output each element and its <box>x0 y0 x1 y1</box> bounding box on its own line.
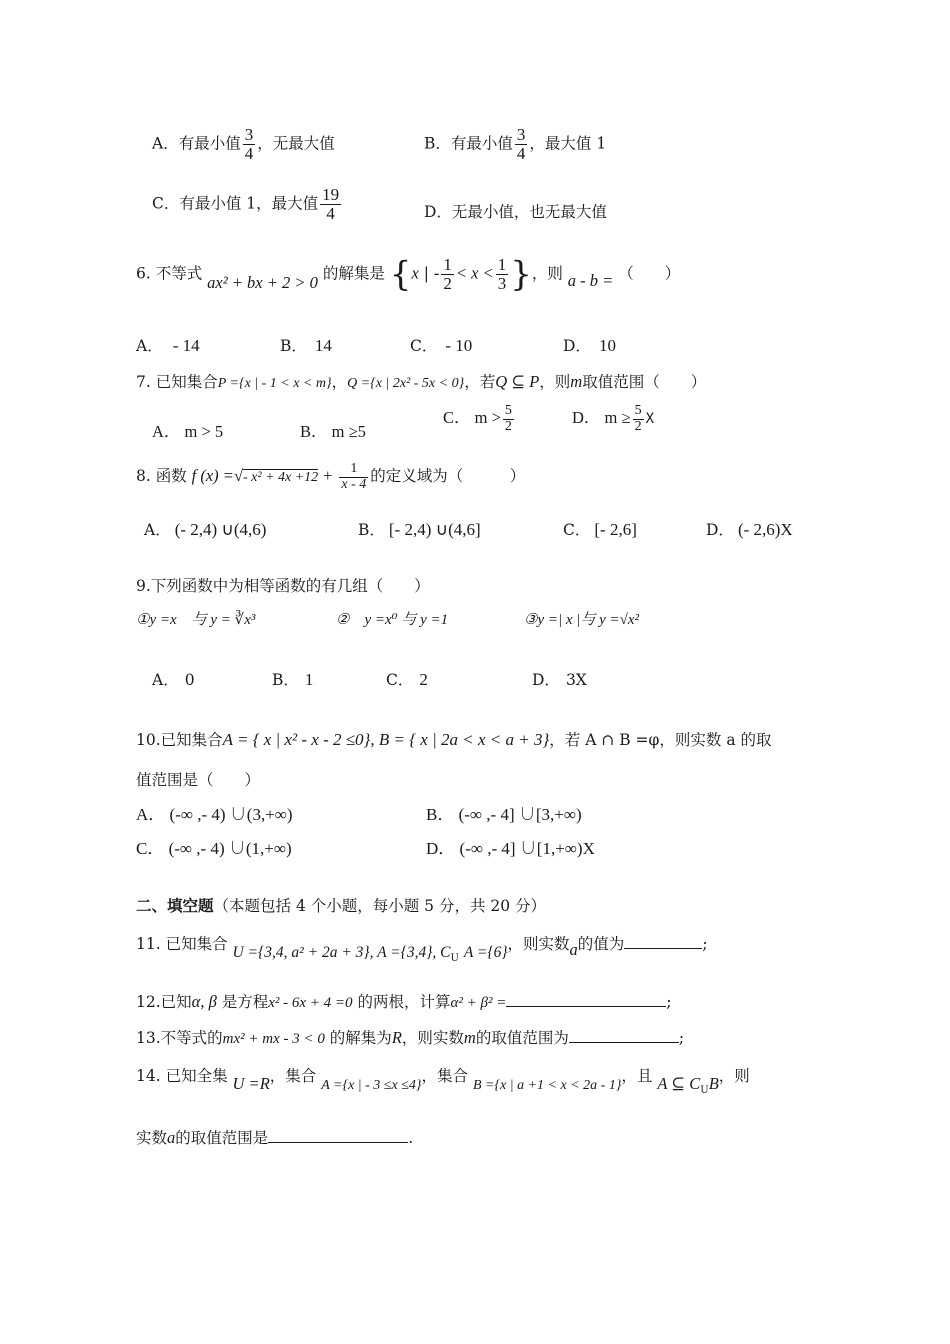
math-expression: A ⊆ C <box>657 1074 701 1093</box>
denominator: 4 <box>516 143 526 163</box>
q9-option-c[interactable] <box>386 668 428 690</box>
math-expression: U =R <box>232 1074 270 1093</box>
q7-option-b[interactable] <box>300 418 366 442</box>
answer-paren: （ ） <box>618 264 681 283</box>
option-value: 3X <box>565 671 587 689</box>
question-text: 12.已知 <box>136 993 192 1011</box>
section-title: 二、填空题 <box>136 896 214 915</box>
option-label: D． <box>532 671 560 689</box>
fraction <box>503 404 514 434</box>
section-note: （本题包括 4 个小题，每小题 5 分，共 20 分） <box>213 897 547 915</box>
option-text: A． m > 5 <box>152 422 224 441</box>
fraction <box>515 126 528 163</box>
math-expression: a <box>167 1128 176 1147</box>
q9-option-a[interactable] <box>152 668 195 690</box>
question-text: ，则 <box>718 1067 750 1085</box>
fraction <box>243 126 256 163</box>
question-text: . <box>408 1129 414 1147</box>
answer-blank[interactable] <box>506 992 666 1007</box>
q11-stem <box>136 932 708 965</box>
question-text: ; <box>678 1029 685 1047</box>
question-text: ，则 <box>539 373 571 391</box>
x-mark: X <box>645 411 654 428</box>
q10-option-b[interactable] <box>426 800 582 825</box>
q8-option-b[interactable] <box>358 518 481 540</box>
q7-option-d[interactable] <box>572 404 654 434</box>
q6-option-a[interactable] <box>136 334 200 356</box>
math-expression: α, β <box>191 992 217 1011</box>
option-value: 10 <box>598 336 616 355</box>
denominator: 4 <box>244 143 254 163</box>
sqrt-symbol: √ <box>233 466 243 486</box>
question-text: 的定义域为（ ） <box>370 467 526 486</box>
question-text: 10.已知集合 <box>136 731 223 749</box>
math-expression: ax² + bx + 2 > 0 <box>207 273 318 293</box>
left-brace: { <box>389 254 412 295</box>
fraction <box>633 404 644 434</box>
option-text: A． (-∞ ,- 4) ∪(3,+∞) <box>136 805 293 824</box>
q7-option-a[interactable] <box>152 418 223 442</box>
q10-option-d[interactable] <box>426 834 595 859</box>
q9-item-3 <box>524 608 639 629</box>
math-expression: m <box>463 1028 476 1047</box>
question-text: 11. 已知集合 <box>136 935 228 953</box>
option-value: 2 <box>419 670 428 689</box>
option-text: ，无最大值 <box>257 134 335 153</box>
q6-option-b[interactable] <box>280 334 332 356</box>
question-text: 6. 不等式 <box>136 264 203 283</box>
question-text: 的取值范围为 <box>475 1029 569 1047</box>
q14-stem-line2 <box>136 1126 413 1148</box>
question-text: ，则 <box>531 264 563 283</box>
option-label: B． <box>358 521 385 539</box>
denominator: x - 4 <box>341 476 367 492</box>
question-text: ，若 A ∩ B =φ，则实数 a 的取 <box>549 731 772 749</box>
math-expression: a <box>569 940 578 959</box>
q5-option-b[interactable] <box>424 126 606 163</box>
q9-item-2 <box>336 608 448 629</box>
option-value: (- 2,4) ∪(4,6) <box>174 520 267 539</box>
option-value: 1 <box>304 670 314 689</box>
q10-stem-line2 <box>136 768 260 790</box>
math-expression: + <box>323 466 333 486</box>
question-text: 7. 已知集合 <box>136 373 218 391</box>
numerator: 1 <box>443 255 452 274</box>
denominator: 2 <box>443 273 452 293</box>
math-expression: A = { x | x² - x - 2 ≤0} <box>222 730 371 749</box>
q9-item-1 <box>136 608 255 629</box>
math-expression: x² - 6x + 4 =0 <box>268 995 353 1011</box>
question-text: 14. 已知全集 <box>136 1067 228 1085</box>
q10-option-a[interactable] <box>136 800 293 825</box>
option-text: B． m ≥5 <box>300 422 366 441</box>
q8-stem <box>136 462 525 492</box>
option-value: - 14 <box>172 336 200 355</box>
option-value: 0 <box>184 671 195 689</box>
option-label: B． <box>272 671 299 689</box>
option-label: A． <box>152 671 179 689</box>
question-text: 值范围是（ ） <box>136 771 261 789</box>
math-expression: a - b = <box>567 271 614 291</box>
math-expression: R <box>391 1028 402 1047</box>
q5-option-d[interactable] <box>424 200 607 222</box>
math-expression: - x² + 4x +12 <box>243 470 319 486</box>
option-value: 14 <box>314 336 332 355</box>
question-text: ，则实数 <box>401 1029 464 1047</box>
option-text: ，最大值 1 <box>529 134 607 153</box>
question-text: 取值范围（ ） <box>582 373 707 391</box>
q9-stem <box>136 574 430 596</box>
option-text: B． (-∞ ,- 4] ∪[3,+∞) <box>426 805 582 824</box>
fraction <box>339 462 368 492</box>
math-expression: ② y =x⁰ 与 y =1 <box>336 612 449 628</box>
q6-option-d[interactable] <box>563 334 616 356</box>
question-text: 的解集是 <box>322 264 385 283</box>
option-text: A．有最小值 <box>152 134 241 153</box>
numerator: 1 <box>497 255 507 274</box>
math-expression: - <box>433 263 440 283</box>
numerator: 1 <box>339 462 368 478</box>
option-text: D． (-∞ ,- 4] ∪[1,+∞)X <box>426 839 595 858</box>
q6-stem: 6. 不等式 ax² + bx + 2 > 0 的解集是 {x | - $\frac{1}{2}$ < x < $\frac{1}{3}$ }，则 a - b = （ ） <box>136 254 681 295</box>
math-expression: m <box>570 372 583 391</box>
math-expression: mx² + mx - 3 < 0 <box>222 1031 325 1047</box>
option-text: D．无最小值，也无最大值 <box>424 203 607 221</box>
q6-option-c[interactable] <box>410 334 472 356</box>
math-expression: ③y =| x |与 y =√x² <box>524 612 640 628</box>
option-label: C． <box>410 337 438 355</box>
math-expression: α² + β² = <box>450 995 507 1011</box>
option-text: C． m > <box>443 408 501 428</box>
subscript: U <box>450 953 459 965</box>
question-text: ，若 <box>464 373 496 391</box>
denominator: 2 <box>504 418 512 434</box>
q12-stem <box>136 990 672 1012</box>
option-text: D． m ≥ <box>572 408 631 428</box>
q9-option-d[interactable] <box>532 668 587 690</box>
option-text: C． (-∞ ,- 4) ∪(1,+∞) <box>136 839 292 858</box>
q10-stem <box>136 728 771 750</box>
q5-option-c[interactable] <box>152 186 343 223</box>
question-text: 的两根，计算 <box>352 993 451 1011</box>
q7-option-c[interactable] <box>443 404 516 434</box>
q7-stem <box>136 370 706 392</box>
option-text: B．有最小值 <box>424 134 513 153</box>
denominator: 4 <box>326 203 335 223</box>
question-text: ; <box>666 993 672 1011</box>
math-expression: < x < <box>455 263 494 283</box>
option-value: - 10 <box>445 336 473 355</box>
q5-option-a[interactable] <box>152 126 335 163</box>
math-expression: , B = { x | 2a < x < a + 3} <box>370 730 550 749</box>
question-text: ，集合 <box>269 1067 317 1085</box>
question-text: 8. 函数 <box>136 467 187 486</box>
section-heading <box>136 894 546 916</box>
q8-option-a[interactable] <box>144 518 266 540</box>
option-value: [- 2,4) ∪(4,6] <box>388 520 481 539</box>
option-text: C．有最小值 1，最大值 <box>152 194 319 213</box>
fraction <box>441 256 454 293</box>
option-label: C． <box>563 521 591 539</box>
question-text: ， <box>331 373 348 391</box>
math-expression: ①y =x 与 y = ∛x³ <box>136 612 256 628</box>
fraction <box>496 256 509 293</box>
question-text: ，集合 <box>421 1067 468 1085</box>
denominator: 3 <box>497 273 507 293</box>
answer-blank[interactable] <box>624 934 702 949</box>
q9-option-b[interactable] <box>272 668 313 690</box>
question-text: 13.不等式的 <box>136 1029 223 1047</box>
q13-stem <box>136 1026 684 1048</box>
q14-stem <box>136 1064 750 1097</box>
option-label: C． <box>386 671 414 689</box>
question-text: 的解集为 <box>324 1029 392 1047</box>
option-label: B． <box>280 337 307 355</box>
q10-option-c[interactable] <box>136 834 292 859</box>
option-label: A． <box>144 521 171 539</box>
option-value: [- 2,6] <box>594 520 637 539</box>
numerator: 3 <box>244 125 254 144</box>
math-expression: U ={3,4, a² + 2a + 3}, A ={3,4}, C <box>232 944 451 961</box>
denominator: 2 <box>634 418 642 434</box>
math-expression: x <box>411 263 419 283</box>
question-text: ; <box>702 935 708 953</box>
question-text: 9.下列函数中为相等函数的有几组（ ） <box>136 577 430 595</box>
question-text: ，则实数 <box>507 935 570 953</box>
math-expression: f (x) = <box>191 466 234 486</box>
answer-blank[interactable] <box>268 1128 408 1143</box>
math-expression: B <box>708 1074 719 1093</box>
right-brace: } <box>510 254 532 295</box>
q8-option-c[interactable] <box>563 518 637 540</box>
fraction <box>320 186 341 223</box>
math-expression: B ={x | a +1 < x < 2a - 1} <box>472 1078 622 1093</box>
math-expression: P ={x | - 1 < x < m} <box>217 376 332 391</box>
question-text: 是方程 <box>216 993 269 1011</box>
question-text: 的取值范围是 <box>175 1129 269 1147</box>
math-expression: Q ⊆ P <box>495 372 540 391</box>
numerator: 5 <box>504 403 512 418</box>
question-text: 实数 <box>136 1129 168 1147</box>
numerator: 19 <box>322 185 340 204</box>
option-label: D． <box>563 337 591 355</box>
question-text: ，且 <box>621 1067 653 1085</box>
question-text: 的值为 <box>577 935 625 953</box>
option-label: D． <box>706 521 734 539</box>
numerator: 5 <box>634 403 642 418</box>
option-value: (- 2,6)X <box>737 520 793 539</box>
option-label: A． <box>136 337 163 355</box>
q8-option-d[interactable] <box>706 518 793 540</box>
math-expression: Q ={x | 2x² - 5x < 0} <box>347 376 465 391</box>
numerator: 3 <box>516 125 526 144</box>
answer-blank[interactable] <box>569 1028 679 1043</box>
subscript: U <box>700 1085 709 1097</box>
math-expression: A ={x | - 3 ≤x ≤4} <box>321 1078 422 1093</box>
math-expression: A ={6} <box>463 944 508 961</box>
